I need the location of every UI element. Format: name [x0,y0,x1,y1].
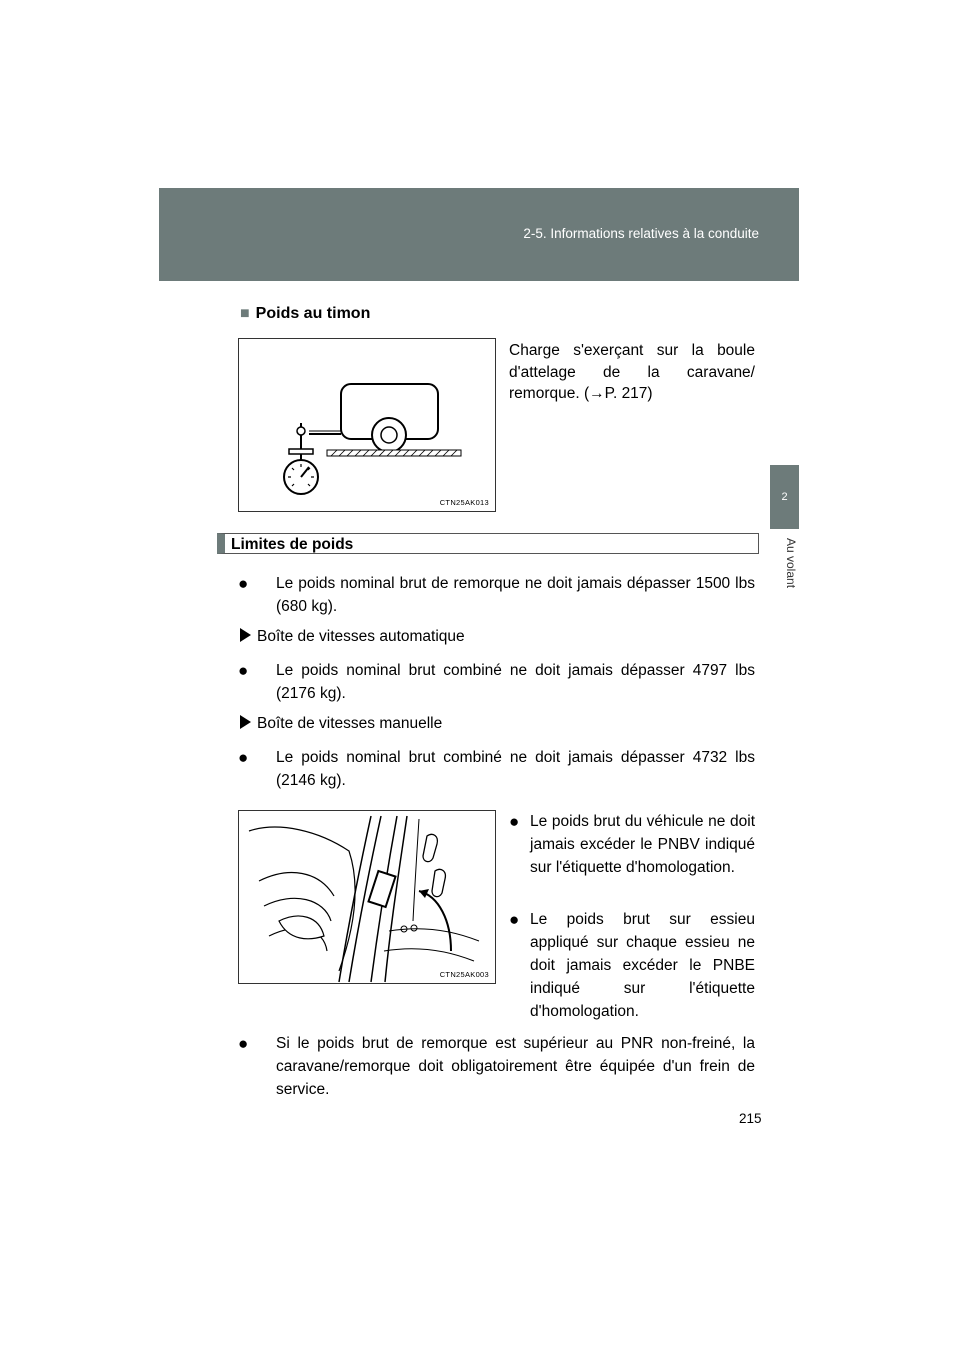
bullet-text: Le poids brut du véhicule ne doit jamais excéder le PNBV indiqué sur l'étiquette d'homologation. [530,813,755,876]
figure-code: CTN25AK003 [439,970,489,979]
subheading-automatic-text: Boîte de vitesses automatique [257,628,465,645]
list-item [238,746,755,792]
subheading-manual [240,715,442,733]
chapter-label: Au volant [784,538,798,589]
poids-timon-heading [240,305,370,323]
bullet-icon: ● [238,661,249,680]
bullet-text: Le poids nominal brut de remorque ne doit jamais dépasser 1500 lbs (680 kg). [276,575,755,615]
header-band [159,188,799,281]
subheading-automatic [240,628,465,646]
section-title: 2-5. Informations relatives à la conduite [523,226,759,241]
bullet-text: Le poids nominal brut combiné ne doit jamais dépasser 4732 lbs (2146 kg). [276,749,755,789]
trailer-scale-illustration [239,339,495,511]
door-pillar-illustration [239,811,495,983]
list-item [238,572,755,618]
arrow-right-icon [240,715,251,729]
chapter-tab: 2 [770,465,799,529]
limites-heading: Limites de poids [217,533,759,554]
poids-timon-heading-text: Poids au timon [255,305,371,322]
bullet-icon: ● [238,1034,249,1053]
arrow-right-icon [240,628,251,642]
subheading-manual-text: Boîte de vitesses manuelle [257,715,443,732]
tongue-weight-description: Charge s'exerçant sur la boule d'attelage de la caravane/ remorque. (→P. 217) [509,342,755,402]
bullet-icon: ● [509,910,520,929]
bullet-text: Si le poids brut de remorque est supérieur au PNR non-freiné, la caravane/remorque doit obligatoirement être équipée d'un frein de service. [276,1035,755,1098]
bullet-icon: ● [238,748,249,767]
bullet-icon: ● [238,574,249,593]
square-bullet-icon: ■ [240,305,250,322]
bullet-text: Le poids nominal brut combiné ne doit jamais dépasser 4797 lbs (2176 kg). [276,662,755,702]
list-item [238,1032,755,1101]
bullet-text: Le poids brut sur essieu appliqué sur chaque essieu ne doit jamais excéder le PNBE indiqué sur l'étiquette d'homologation. [530,911,755,1020]
page-number: 215 [739,1111,762,1126]
figure-code: CTN25AK013 [439,498,489,507]
list-item [509,810,755,879]
list-item [509,908,755,1023]
bullet-icon: ● [509,812,520,831]
list-item [238,659,755,705]
tongue-weight-figure [238,338,496,512]
label-location-figure [238,810,496,984]
